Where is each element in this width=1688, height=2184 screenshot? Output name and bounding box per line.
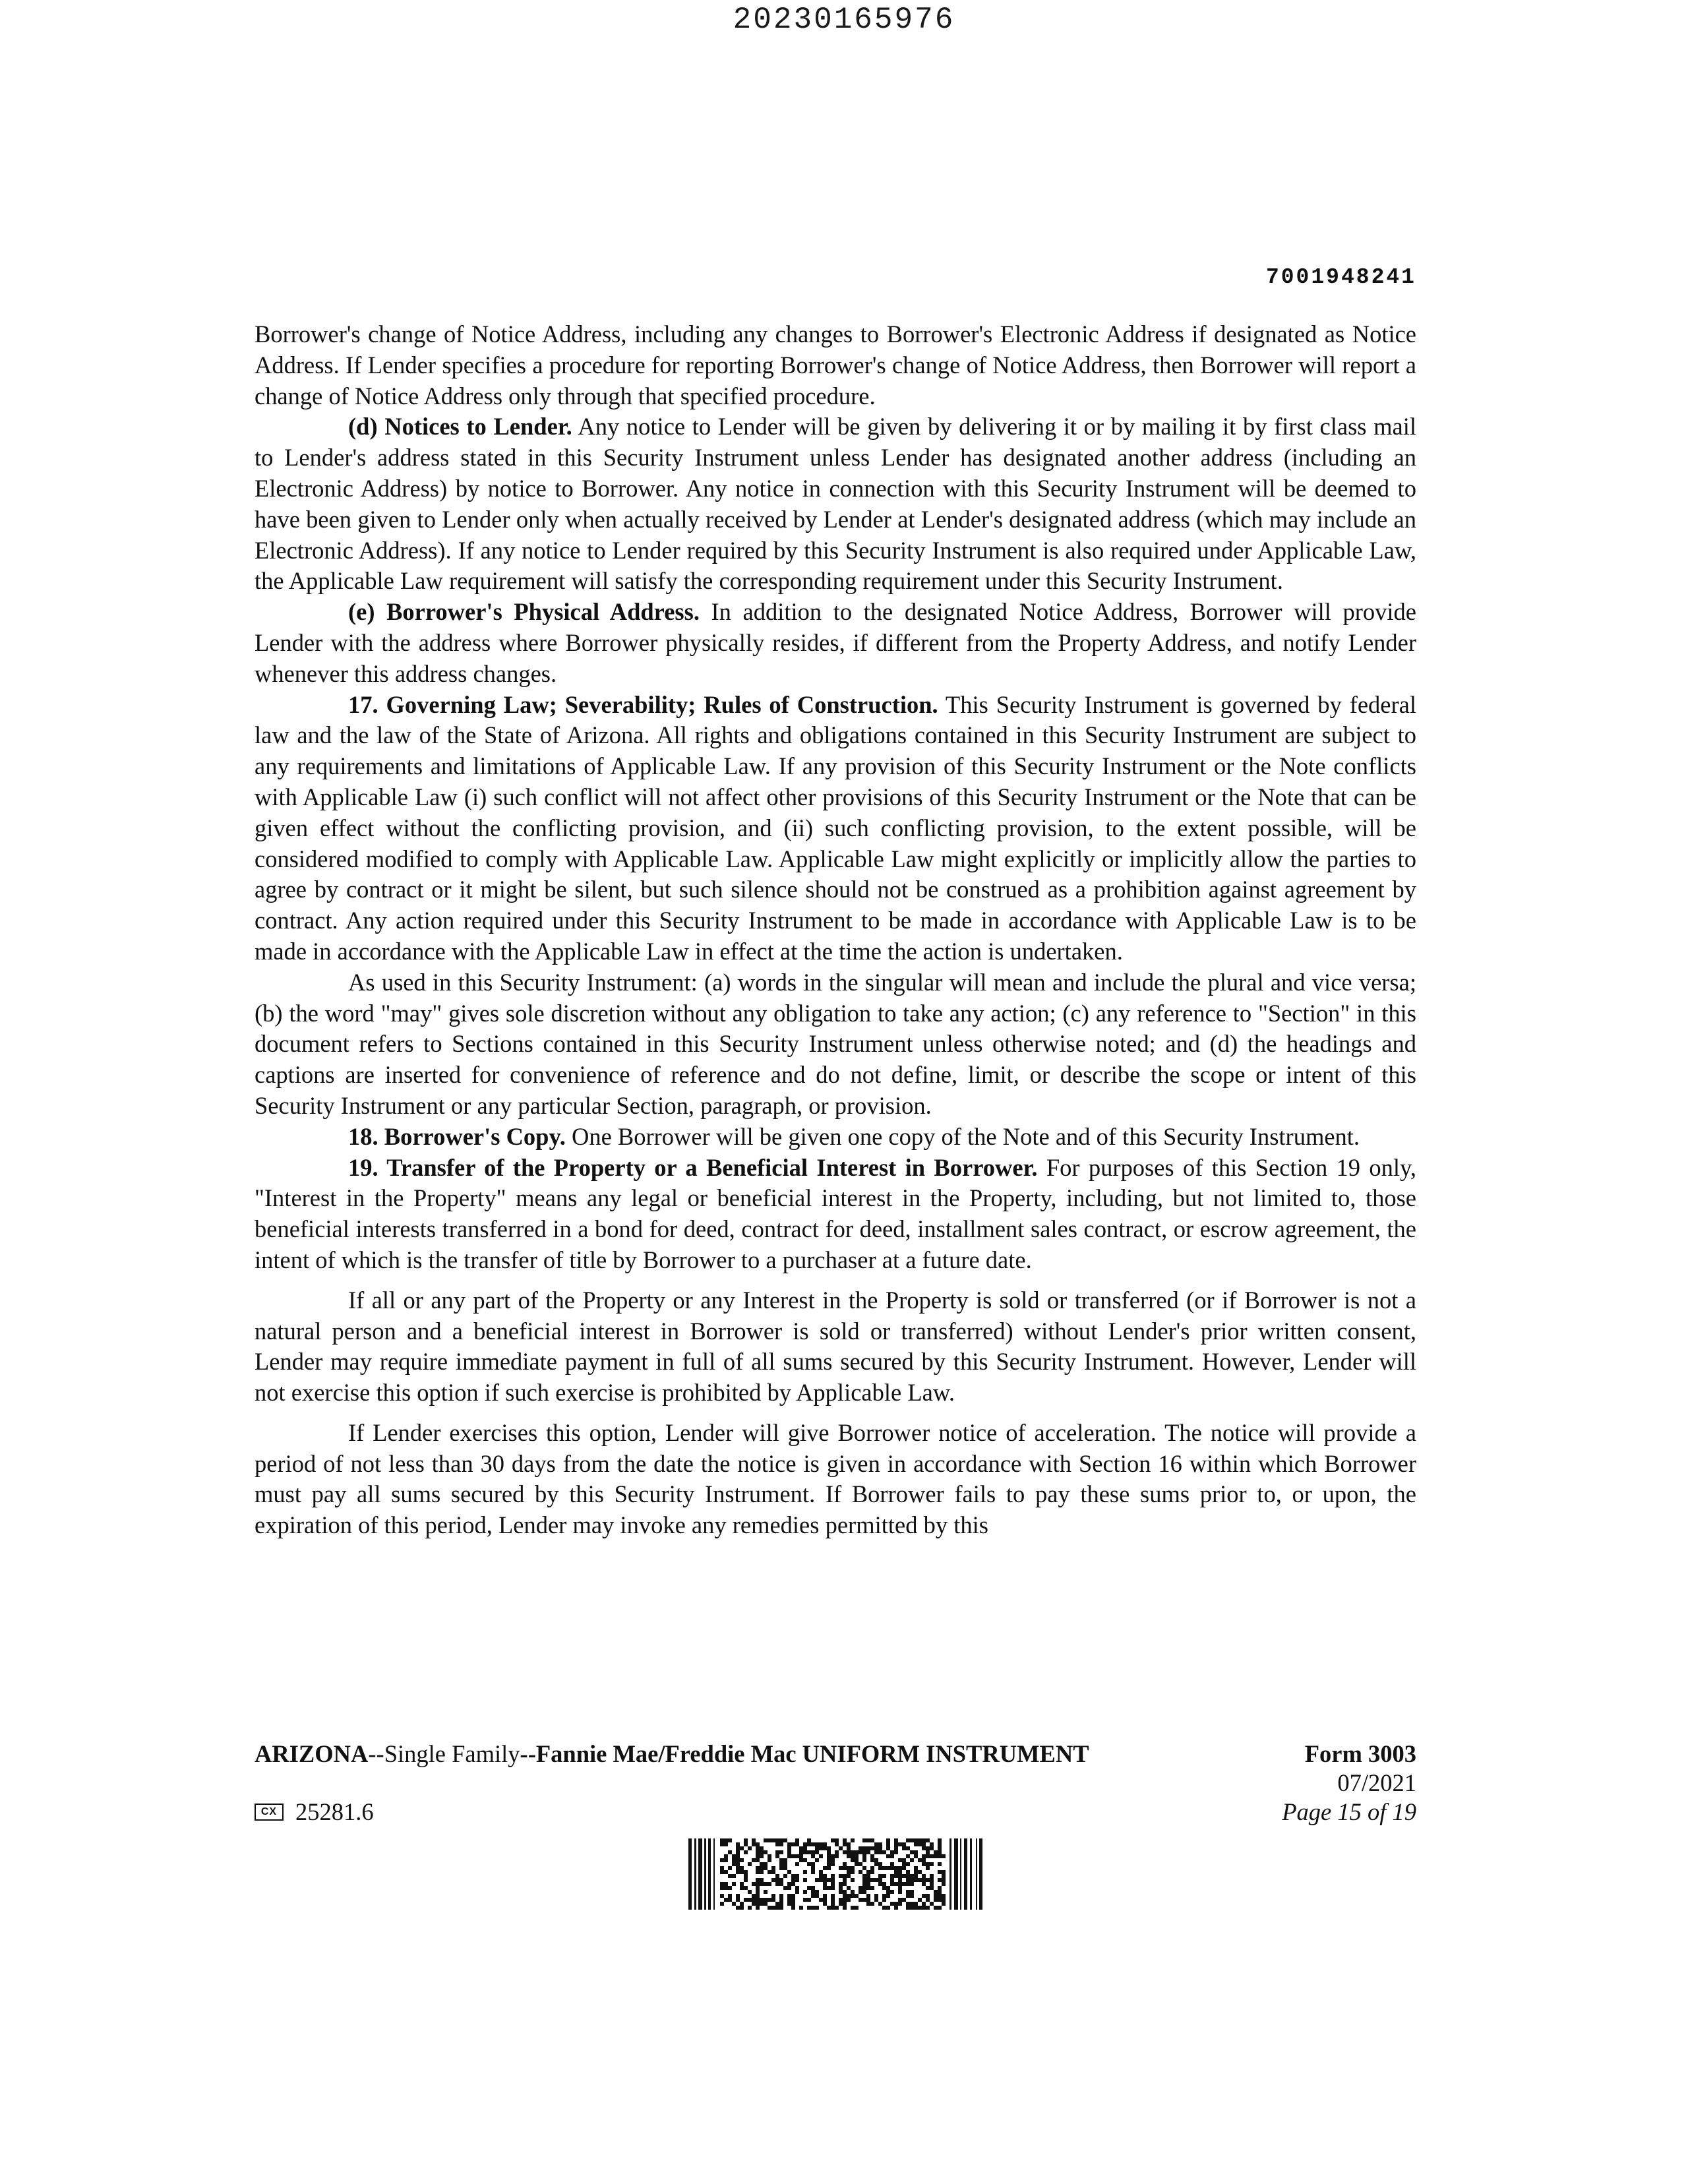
- footer-form-date: 07/2021: [1337, 1769, 1416, 1796]
- footer-instrument: Fannie Mae/Freddie Mac UNIFORM INSTRUMENT: [535, 1740, 1089, 1767]
- barcode-icon: [688, 1838, 982, 1910]
- document-body: [255, 319, 1416, 1541]
- paragraph-text: In addition to the designated Notice Address, Borrower will provide Lender with the address where Borrower physically resides, if different from the Property Address, and notify Lender whenever this address changes.: [255, 598, 1416, 687]
- paragraph-text: Any notice to Lender will be given by delivering it or by mailing it by first class mail to Lender's address stated in this Security Instrument unless Lender has designated another address (including an Electronic Address) by notice to Borrower. Any notice in connection with this Security Instrument will be deemed to have been given to Lender only when actually received by Lender at Lender's designated address (which may include an Electronic Address). If any notice to Lender required by this Security Instrument is also required under Applicable Law, the Applicable Law requirement will satisfy the corresponding requirement under this Security Instrument.: [255, 413, 1416, 595]
- footer-doc-code-value: 25281.6: [295, 1798, 374, 1825]
- paragraph-transfer-consent: [255, 1285, 1416, 1409]
- paragraph-section-17: [255, 690, 1416, 967]
- paragraph-notices-to-lender: [255, 411, 1416, 597]
- footer-form-title: [255, 1740, 1089, 1768]
- footer-family: Single Family: [384, 1740, 520, 1767]
- paragraph-text: Borrower's change of Notice Address, including any changes to Borrower's Electronic Address if designated as Notice Address. If Lender specifies a procedure for reporting Borrower's change of Notice Address, then Borrower will report a change of Notice Address only through that specified procedure.: [255, 320, 1416, 410]
- footer-form-info: [1282, 1740, 1416, 1827]
- paragraph-text: As used in this Security Instrument: (a) words in the singular will mean and include the plural and vice versa; (b) the word "may" gives sole discretion without any obligation to take any action; (c) any reference to "Section" in this document refers to Sections contained in this Security Instrument unless otherwise noted; and (d) the headings and captions are inserted for convenience of reference and do not define, limit, or describe the scope or intent of this Security Instrument or any particular Section, paragraph, or provision.: [255, 968, 1416, 1119]
- paragraph-heading: 19. Transfer of the Property or a Beneficial Interest in Borrower.: [348, 1153, 1038, 1181]
- paragraph-heading: 18. Borrower's Copy.: [348, 1122, 566, 1150]
- paragraph-text: For purposes of this Section 19 only, "Interest in the Property" means any legal or beneficial interest in the Property, including, but not limited to, those beneficial interests transferred in a bond for deed, contract for deed, installment sales contract, or escrow agreement, the intent of which is the transfer of title by Borrower to a purchaser at a future date.: [255, 1153, 1416, 1273]
- cx-logo-icon: CX: [255, 1804, 284, 1821]
- paragraph-heading: (d) Notices to Lender.: [348, 413, 572, 440]
- paragraph-acceleration-notice: [255, 1418, 1416, 1541]
- footer-separator: --: [368, 1740, 384, 1767]
- paragraph-physical-address: [255, 597, 1416, 689]
- paragraph-text: One Borrower will be given one copy of the Note and of this Security Instrument.: [565, 1122, 1360, 1150]
- recording-number: 20230165976: [733, 3, 955, 37]
- paragraph-text: If Lender exercises this option, Lender will give Borrower notice of acceleration. The notice will provide a period of not less than 30 days from the date the notice is given in accordance with Section 16 within which Borrower must pay all sums secured by this Security Instrument. If Borrower fails to pay these sums prior to, or upon, the expiration of this period, Lender may invoke any remedies permitted by this: [255, 1418, 1416, 1539]
- paragraph-heading: (e) Borrower's Physical Address.: [348, 598, 700, 626]
- paragraph-notice-address-continued: [255, 319, 1416, 411]
- footer-doc-code: [255, 1798, 374, 1826]
- footer-state: ARIZONA: [255, 1740, 369, 1767]
- paragraph-text: If all or any part of the Property or any Interest in the Property is sold or transferred (or if Borrower is not a natural person and a beneficial interest in Borrower is sold or transferred) without Lender's prior written consent, Lender may require immediate payment in full of all sums secured by this Security Instrument. However, Lender will not exercise this option if such exercise is prohibited by Applicable Law.: [255, 1286, 1416, 1407]
- footer-separator: --: [520, 1740, 536, 1767]
- paragraph-heading: 17. Governing Law; Severability; Rules of Construction.: [348, 690, 938, 718]
- paragraph-text: This Security Instrument is governed by federal law and the law of the State of Arizona. All rights and obligations contained in this Security Instrument are subject to any requirements and limitations of Applicable Law. If any provision of this Security Instrument or the Note conflicts with Applicable Law (i) such conflict will not affect other provisions of this Security Instrument or the Note that can be given effect without the conflicting provision, and (ii) such conflicting provision, to the extent possible, will be considered modified to comply with Applicable Law. Applicable Law might explicitly or implicitly allow the parties to agree by contract or it might be silent, but such silence should not be construed as a prohibition against agreement by contract. Any action required under this Security Instrument to be made in accordance with Applicable Law is to be made in accordance with the Applicable Law in effect at the time the action is undertaken.: [255, 690, 1416, 965]
- paragraph-section-18: [255, 1122, 1416, 1153]
- paragraph-rules-of-construction: [255, 967, 1416, 1122]
- footer-page-number: Page 15 of 19: [1282, 1798, 1416, 1825]
- footer-form-number: Form 3003: [1304, 1740, 1416, 1767]
- loan-number: 7001948241: [1265, 265, 1416, 289]
- paragraph-section-19: [255, 1153, 1416, 1276]
